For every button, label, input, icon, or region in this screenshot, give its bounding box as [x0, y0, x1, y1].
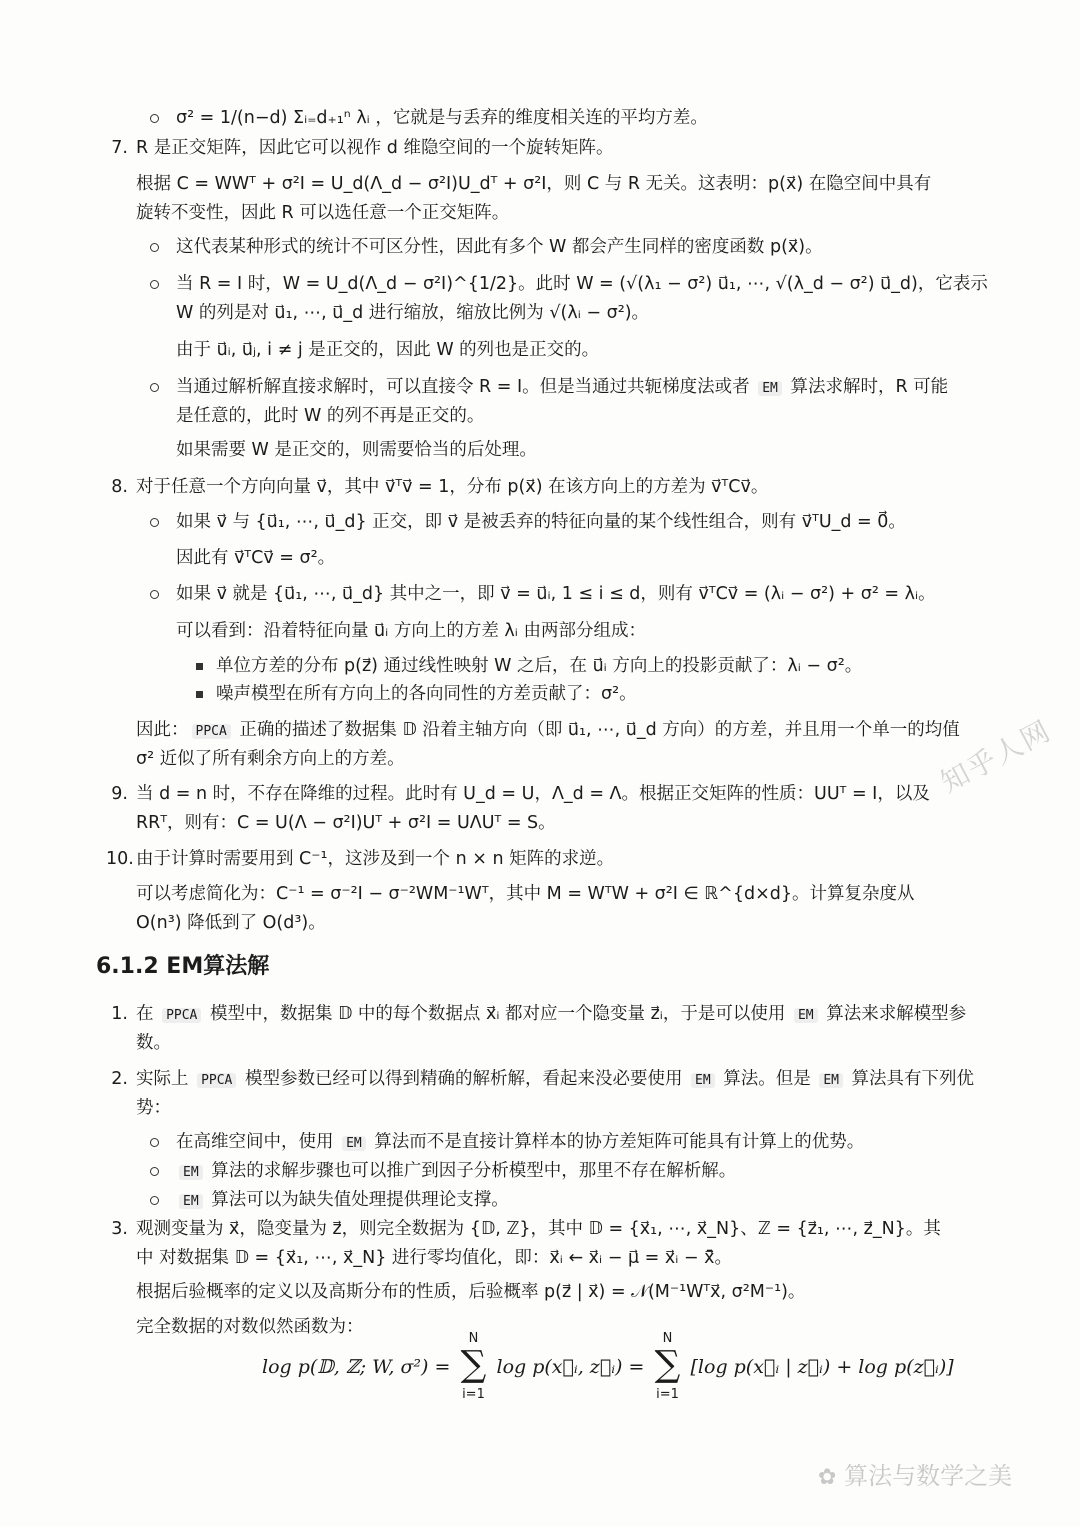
text-line: 势：: [136, 1098, 171, 1118]
text-line: 观测变量为 x⃗，隐变量为 z⃗，则完全数据为 {𝔻, ℤ}，其中 𝔻 = {x⃗₁, ⋯, x⃗_N}、ℤ = {z⃗₁, ⋯, z⃗_N}。其: [136, 1219, 941, 1239]
bullet-circle: [150, 518, 159, 527]
list-number: 7.: [111, 138, 128, 158]
text-line: 是任意的，此时 W 的列不再是正交的。: [176, 406, 485, 426]
bullet-square: [196, 663, 203, 670]
bullet-circle: [150, 1138, 159, 1147]
text-line: 实际上 PPCA 模型参数已经可以得到精确的解析解，看起来没必要使用 EM 算法。但是 EM 算法具有下列优: [136, 1069, 975, 1089]
equation-lhs: log p(𝔻, ℤ; W, σ²) =: [262, 1356, 451, 1378]
wechat-icon: ✿: [818, 1465, 837, 1490]
sum-lower-limit: i=1: [656, 1387, 679, 1402]
equation-rhs: [log p(x⃗ᵢ | z⃗ᵢ) + log p(z⃗ᵢ)]: [690, 1356, 954, 1378]
list-number: 3.: [111, 1219, 128, 1239]
text-line: 因此： PPCA 正确的描述了数据集 𝔻 沿着主轴方向（即 u⃗₁, ⋯, u⃗_d 方向）的方差，并且用一个单一的均值: [136, 720, 960, 740]
inline-code: PPCA: [197, 1073, 236, 1088]
text-line: 因此有 v⃗ᵀCv⃗ = σ²。: [176, 548, 336, 568]
inline-code: EM: [794, 1008, 818, 1023]
sum-upper-limit: N: [662, 1331, 673, 1346]
text-line: 如果 v⃗ 就是 {u⃗₁, ⋯, u⃗_d} 其中之一，即 v⃗ = u⃗ᵢ, 1 ≤ i ≤ d，则有 v⃗ᵀCv⃗ = (λᵢ − σ²) + σ² = λᵢ。: [176, 584, 936, 604]
text-line: EM 算法可以为缺失值处理提供理论支撑。: [176, 1186, 509, 1216]
inline-code: PPCA: [162, 1008, 201, 1023]
bullet-circle: [150, 1167, 159, 1176]
sum-symbol: N ∑ i=1: [456, 1350, 490, 1385]
bullet-square: [196, 691, 203, 698]
log-likelihood-equation: [262, 1331, 954, 1402]
bullet-circle: [150, 280, 159, 289]
inline-code: PPCA: [192, 724, 231, 739]
list-number: 1.: [111, 1004, 128, 1024]
text-line: 当 d = n 时，不存在降维的过程。此时有 U_d = U，Λ_d = Λ。根据正交矩阵的性质：UUᵀ = I，以及: [136, 784, 930, 804]
inline-code: EM: [819, 1073, 843, 1088]
text-line: 数。: [136, 1033, 171, 1053]
bullet-circle: [150, 383, 159, 392]
text-line: 可以考虑简化为：C⁻¹ = σ⁻²I − σ⁻²WM⁻¹Wᵀ，其中 M = WᵀW + σ²I ∈ ℝ^{d×d}。计算复杂度从: [136, 884, 915, 904]
text-line: 旋转不变性，因此 R 可以选任意一个正交矩阵。: [136, 203, 510, 223]
text-line: 在高维空间中，使用 EM 算法而不是直接计算样本的协方差矩阵可能具有计算上的优势。: [176, 1132, 865, 1152]
list-number: 10.: [106, 849, 134, 869]
text-line: O(n³) 降低到了 O(d³)。: [136, 913, 326, 933]
text-line: 对于任意一个方向向量 v⃗，其中 v⃗ᵀv⃗ = 1，分布 p(x⃗) 在该方向上的方差为 v⃗ᵀCv⃗。: [136, 477, 769, 497]
text-line: 如果 v⃗ 与 {u⃗₁, ⋯, u⃗_d} 正交，即 v⃗ 是被丢弃的特征向量的某个线性组合，则有 v⃗ᵀU_d = 0⃗。: [176, 512, 906, 532]
watermark-logo: 知乎人网: [935, 713, 1057, 800]
text-line: 由于 u⃗ᵢ, u⃗ⱼ, i ≠ j 是正交的，因此 W 的列也是正交的。: [176, 340, 600, 360]
bullet-circle: [150, 243, 159, 252]
text-line: 在 PPCA 模型中，数据集 𝔻 中的每个数据点 x⃗ᵢ 都对应一个隐变量 z⃗ᵢ，于是可以使用 EM 算法来求解模型参: [136, 1004, 967, 1024]
text-line: 可以看到：沿着特征向量 u⃗ᵢ 方向上的方差 λᵢ 由两部分组成：: [176, 621, 646, 641]
bullet-circle: [150, 590, 159, 599]
equation-mid: log p(x⃗ᵢ, z⃗ᵢ) =: [496, 1356, 645, 1378]
text-line: RRᵀ，则有：C = U(Λ − σ²I)Uᵀ + σ²I = UΛUᵀ = S。: [136, 813, 556, 833]
text-line: 这代表某种形式的统计不可区分性，因此有多个 W 都会产生同样的密度函数 p(x⃗)。: [176, 237, 823, 257]
inline-code: EM: [691, 1073, 715, 1088]
text-line: 完全数据的对数似然函数为：: [136, 1317, 364, 1337]
text-line: σ² 近似了所有剩余方向上的方差。: [136, 749, 405, 769]
bullet-circle: [150, 1196, 159, 1205]
text-line: 根据后验概率的定义以及高斯分布的性质，后验概率 p(z⃗ | x⃗) = 𝒩(M⁻¹Wᵀx⃗, σ²M⁻¹)。: [136, 1282, 806, 1302]
bullet-circle: [150, 114, 159, 123]
watermark-caption: [818, 1462, 1012, 1492]
watermark-caption-text: 算法与数学之美: [844, 1462, 1013, 1490]
inline-code: EM: [758, 381, 782, 396]
text-line: σ² = 1/(n−d) Σᵢ₌d₊₁ⁿ λᵢ ，它就是与丢弃的维度相关连的平均方差。: [176, 108, 708, 128]
list-number: 9.: [111, 784, 128, 804]
inline-code: EM: [179, 1194, 203, 1209]
text-line: 噪声模型在所有方向上的各向同性的方差贡献了：σ²。: [216, 684, 637, 704]
sum-symbol: N ∑ i=1: [650, 1350, 684, 1385]
sum-upper-limit: N: [468, 1331, 479, 1346]
text-line: 由于计算时需要用到 C⁻¹，这涉及到一个 n × n 矩阵的求逆。: [136, 849, 615, 869]
text-line: 根据 C = WWᵀ + σ²I = U_d(Λ_d − σ²I)U_dᵀ + σ²I，则 C 与 R 无关。这表明：p(x⃗) 在隐空间中具有: [136, 174, 932, 194]
list-number: 2.: [111, 1069, 128, 1089]
text-line: 当通过解析解直接求解时，可以直接令 R = I。但是当通过共轭梯度法或者 EM 算法求解时，R 可能: [176, 377, 949, 397]
text-line: R 是正交矩阵，因此它可以视作 d 维隐空间的一个旋转矩阵。: [136, 138, 614, 158]
sum-lower-limit: i=1: [462, 1387, 485, 1402]
inline-code: EM: [342, 1136, 366, 1151]
inline-code: EM: [179, 1165, 203, 1180]
list-number: 8.: [111, 477, 128, 497]
text-line: 如果需要 W 是正交的，则需要恰当的后处理。: [176, 440, 537, 460]
text-line: W 的列是对 u⃗₁, ⋯, u⃗_d 进行缩放，缩放比例为 √(λᵢ − σ²)。: [176, 303, 650, 323]
text-line: 当 R = I 时，W = U_d(Λ_d − σ²I)^{1/2}。此时 W = (√(λ₁ − σ²) u⃗₁, ⋯, √(λ_d − σ²) u⃗_d)，它表示: [176, 274, 988, 294]
text-line: 中 对数据集 𝔻 = {x⃗₁, ⋯, x⃗_N} 进行零均值化，即：x⃗ᵢ ← x⃗ᵢ − μ⃗ = x⃗ᵢ − x̄⃗。: [136, 1248, 732, 1268]
text-line: EM 算法的求解步骤也可以推广到因子分析模型中，那里不存在解析解。: [176, 1157, 736, 1187]
section-heading: 6.1.2 EM算法解: [96, 954, 270, 979]
text-line: 单位方差的分布 p(z⃗) 通过线性映射 W 之后，在 u⃗ᵢ 方向上的投影贡献了：λᵢ − σ²。: [216, 656, 863, 676]
